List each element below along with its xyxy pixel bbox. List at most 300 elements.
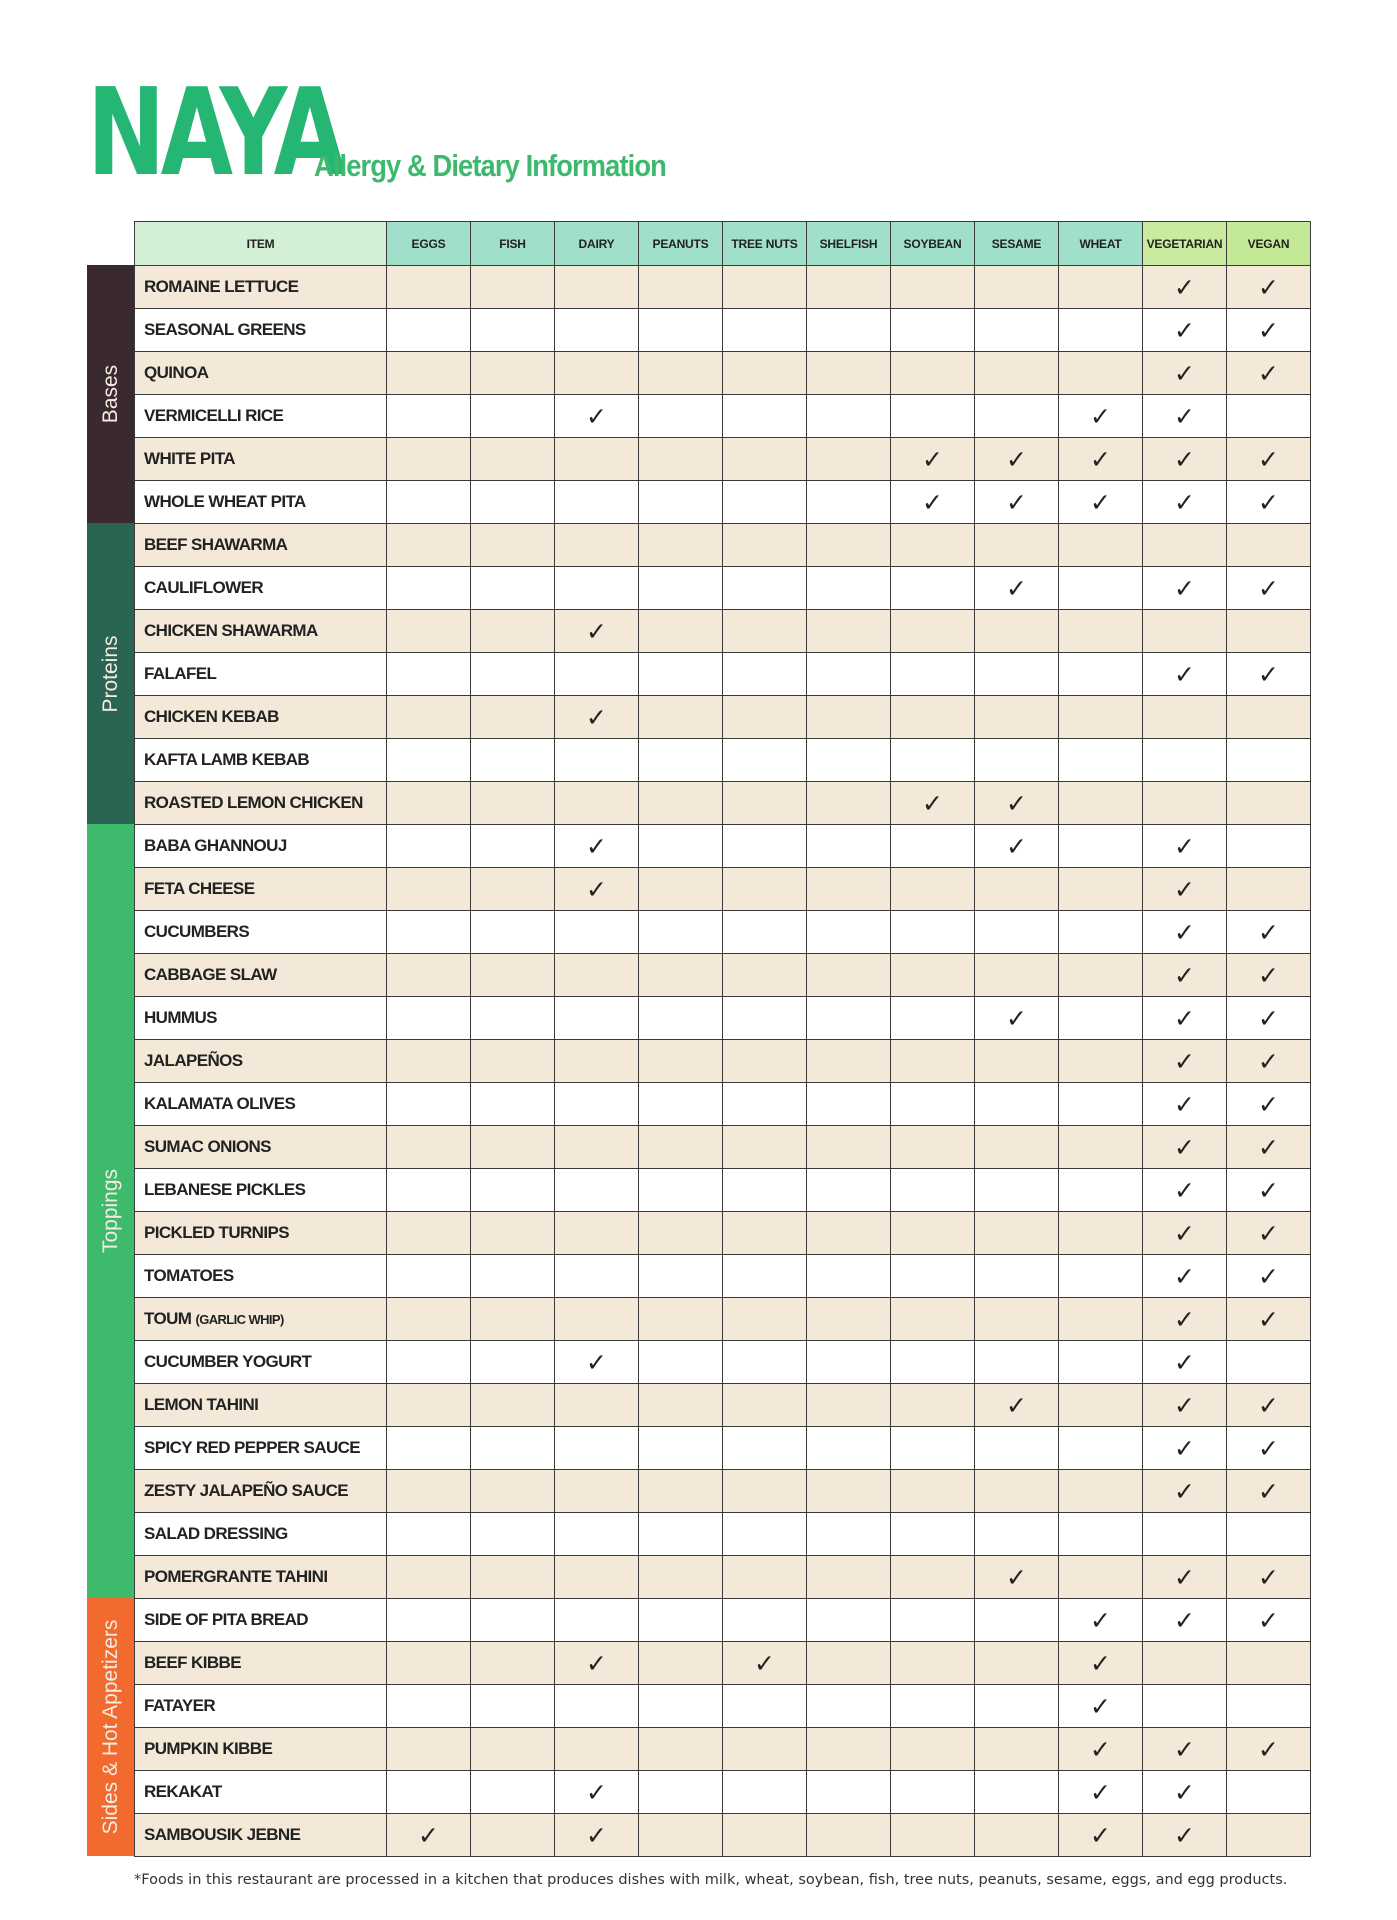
cell-peanuts [639, 739, 723, 782]
cell-soybean [891, 309, 975, 352]
item-name [135, 954, 387, 997]
table-row [135, 352, 1311, 395]
item-name-text: LEMON TAHINI [144, 1395, 259, 1414]
cell-tree-nuts [723, 567, 807, 610]
item-name [135, 1771, 387, 1814]
cell-vegan [1227, 1212, 1311, 1255]
check-icon: ✓ [586, 1347, 607, 1377]
cell-soybean [891, 782, 975, 825]
check-icon: ✓ [1174, 831, 1195, 861]
cell-sesame [975, 1642, 1059, 1685]
cell-shelfish [807, 610, 891, 653]
item-name-text: CHICKEN KEBAB [144, 707, 279, 726]
cell-vegan [1227, 1556, 1311, 1599]
check-icon: ✓ [1258, 1390, 1279, 1420]
category-label: Bases [99, 364, 122, 424]
cell-fish [471, 481, 555, 524]
cell-soybean [891, 696, 975, 739]
cell-fish [471, 739, 555, 782]
cell-soybean [891, 1470, 975, 1513]
check-icon: ✓ [1174, 315, 1195, 345]
cell-shelfish [807, 309, 891, 352]
cell-vegetarian [1143, 1599, 1227, 1642]
category-label: Toppings [99, 1168, 122, 1254]
cell-vegan [1227, 696, 1311, 739]
item-name-text: SUMAC ONIONS [144, 1137, 271, 1156]
cell-tree-nuts [723, 1083, 807, 1126]
table-row [135, 1384, 1311, 1427]
cell-peanuts [639, 395, 723, 438]
cell-vegan [1227, 1685, 1311, 1728]
cell-wheat [1059, 610, 1143, 653]
cell-dairy [555, 1771, 639, 1814]
check-icon: ✓ [1006, 831, 1027, 861]
cell-wheat [1059, 1083, 1143, 1126]
check-icon: ✓ [1006, 573, 1027, 603]
cell-fish [471, 911, 555, 954]
cell-fish [471, 309, 555, 352]
table-row [135, 1126, 1311, 1169]
cell-sesame [975, 567, 1059, 610]
check-icon: ✓ [1090, 487, 1111, 517]
cell-eggs [387, 868, 471, 911]
cell-eggs [387, 1814, 471, 1857]
check-icon: ✓ [586, 702, 607, 732]
cell-tree-nuts [723, 352, 807, 395]
cell-eggs [387, 1599, 471, 1642]
cell-eggs [387, 266, 471, 309]
cell-fish [471, 266, 555, 309]
cell-sesame [975, 1771, 1059, 1814]
cell-vegan [1227, 1513, 1311, 1556]
cell-tree-nuts [723, 266, 807, 309]
check-icon: ✓ [1174, 1476, 1195, 1506]
item-name [135, 1212, 387, 1255]
table-row [135, 1685, 1311, 1728]
cell-tree-nuts [723, 1212, 807, 1255]
cell-soybean [891, 481, 975, 524]
cell-vegan [1227, 782, 1311, 825]
cell-soybean [891, 1556, 975, 1599]
check-icon: ✓ [1174, 1003, 1195, 1033]
cell-dairy [555, 868, 639, 911]
cell-sesame [975, 1556, 1059, 1599]
item-name [135, 868, 387, 911]
table-row [135, 309, 1311, 352]
cell-tree-nuts [723, 1556, 807, 1599]
cell-vegetarian [1143, 1556, 1227, 1599]
cell-sesame [975, 954, 1059, 997]
cell-sesame [975, 1384, 1059, 1427]
cell-tree-nuts [723, 825, 807, 868]
cell-wheat [1059, 1255, 1143, 1298]
cell-dairy [555, 1298, 639, 1341]
check-icon: ✓ [1258, 960, 1279, 990]
cell-fish [471, 1341, 555, 1384]
cell-soybean [891, 1126, 975, 1169]
page-subtitle: Allergy & Dietary Information [314, 148, 666, 183]
cell-tree-nuts [723, 653, 807, 696]
check-icon: ✓ [1090, 1777, 1111, 1807]
cell-wheat [1059, 739, 1143, 782]
cell-wheat [1059, 266, 1143, 309]
item-name [135, 567, 387, 610]
cell-dairy [555, 1384, 639, 1427]
check-icon: ✓ [1090, 1605, 1111, 1635]
cell-shelfish [807, 1427, 891, 1470]
cell-peanuts [639, 868, 723, 911]
check-icon: ✓ [586, 1820, 607, 1850]
check-icon: ✓ [1090, 1691, 1111, 1721]
cell-wheat [1059, 481, 1143, 524]
cell-peanuts [639, 1083, 723, 1126]
table-row [135, 1040, 1311, 1083]
check-icon: ✓ [1006, 1390, 1027, 1420]
check-icon: ✓ [922, 444, 943, 474]
item-name [135, 1169, 387, 1212]
cell-eggs [387, 352, 471, 395]
item-name [135, 997, 387, 1040]
item-name-text: JALAPEÑOS [144, 1051, 243, 1070]
column-header-vegetarian: VEGETARIAN [1143, 222, 1227, 266]
item-name-text: FATAYER [144, 1696, 216, 1715]
cell-fish [471, 1126, 555, 1169]
cell-tree-nuts [723, 997, 807, 1040]
cell-sesame [975, 309, 1059, 352]
cell-fish [471, 567, 555, 610]
cell-wheat [1059, 1169, 1143, 1212]
cell-vegan [1227, 395, 1311, 438]
cell-shelfish [807, 739, 891, 782]
item-name-text: LEBANESE PICKLES [144, 1180, 306, 1199]
cell-fish [471, 438, 555, 481]
table-row [135, 1642, 1311, 1685]
table-row [135, 954, 1311, 997]
check-icon: ✓ [1006, 487, 1027, 517]
cell-vegan [1227, 1126, 1311, 1169]
cell-vegetarian [1143, 1642, 1227, 1685]
cell-vegan [1227, 1771, 1311, 1814]
cell-sesame [975, 653, 1059, 696]
check-icon: ✓ [922, 788, 943, 818]
item-name [135, 1685, 387, 1728]
cell-peanuts [639, 954, 723, 997]
cell-tree-nuts [723, 1341, 807, 1384]
cell-vegetarian [1143, 825, 1227, 868]
cell-dairy [555, 1212, 639, 1255]
cell-fish [471, 1814, 555, 1857]
footnote: *Foods in this restaurant are processed in a kitchen that produces dishes with milk, wheat, soybean, fish, tree nuts, peanuts, sesame, eggs, and egg products. [134, 1872, 1288, 1888]
cell-dairy [555, 1642, 639, 1685]
cell-peanuts [639, 1728, 723, 1771]
cell-peanuts [639, 524, 723, 567]
cell-sesame [975, 739, 1059, 782]
cell-peanuts [639, 567, 723, 610]
cell-vegetarian [1143, 1728, 1227, 1771]
item-name-text: WHOLE WHEAT PITA [144, 492, 306, 511]
table-row [135, 782, 1311, 825]
cell-peanuts [639, 1556, 723, 1599]
check-icon: ✓ [1174, 1777, 1195, 1807]
cell-wheat [1059, 782, 1143, 825]
cell-soybean [891, 266, 975, 309]
cell-eggs [387, 1771, 471, 1814]
cell-vegetarian [1143, 1384, 1227, 1427]
cell-shelfish [807, 825, 891, 868]
cell-dairy [555, 1083, 639, 1126]
item-name-text: ROASTED LEMON CHICKEN [144, 793, 363, 812]
cell-soybean [891, 1427, 975, 1470]
cell-vegetarian [1143, 1169, 1227, 1212]
cell-tree-nuts [723, 481, 807, 524]
item-name-text: FETA CHEESE [144, 879, 255, 898]
cell-sesame [975, 524, 1059, 567]
cell-tree-nuts [723, 1685, 807, 1728]
cell-vegetarian [1143, 782, 1227, 825]
check-icon: ✓ [754, 1648, 775, 1678]
cell-vegetarian [1143, 696, 1227, 739]
cell-shelfish [807, 1126, 891, 1169]
cell-vegetarian [1143, 1341, 1227, 1384]
cell-vegan [1227, 954, 1311, 997]
column-header-tree-nuts: TREE NUTS [723, 222, 807, 266]
cell-shelfish [807, 1814, 891, 1857]
cell-shelfish [807, 653, 891, 696]
cell-peanuts [639, 481, 723, 524]
check-icon: ✓ [1090, 401, 1111, 431]
cell-eggs [387, 1470, 471, 1513]
check-icon: ✓ [586, 1648, 607, 1678]
cell-tree-nuts [723, 1255, 807, 1298]
item-name [135, 825, 387, 868]
item-name-text: CUCUMBER YOGURT [144, 1352, 312, 1371]
check-icon: ✓ [1258, 1003, 1279, 1033]
cell-wheat [1059, 1298, 1143, 1341]
item-name [135, 696, 387, 739]
item-name [135, 1814, 387, 1857]
cell-sesame [975, 1341, 1059, 1384]
cell-vegan [1227, 653, 1311, 696]
cell-wheat [1059, 653, 1143, 696]
cell-eggs [387, 1685, 471, 1728]
cell-dairy [555, 1513, 639, 1556]
cell-fish [471, 1255, 555, 1298]
check-icon: ✓ [1258, 315, 1279, 345]
cell-peanuts [639, 653, 723, 696]
check-icon: ✓ [1174, 1734, 1195, 1764]
cell-eggs [387, 1083, 471, 1126]
item-name-text: BABA GHANNOUJ [144, 836, 287, 855]
item-name [135, 1384, 387, 1427]
cell-soybean [891, 868, 975, 911]
check-icon: ✓ [586, 401, 607, 431]
check-icon: ✓ [1006, 444, 1027, 474]
check-icon: ✓ [1006, 788, 1027, 818]
item-name [135, 1083, 387, 1126]
check-icon: ✓ [1174, 1218, 1195, 1248]
cell-wheat [1059, 1212, 1143, 1255]
column-header-dairy: DAIRY [555, 222, 639, 266]
cell-shelfish [807, 567, 891, 610]
cell-vegetarian [1143, 352, 1227, 395]
cell-dairy [555, 696, 639, 739]
cell-fish [471, 1728, 555, 1771]
cell-vegetarian [1143, 524, 1227, 567]
cell-dairy [555, 1685, 639, 1728]
cell-fish [471, 1212, 555, 1255]
check-icon: ✓ [586, 874, 607, 904]
cell-sesame [975, 1126, 1059, 1169]
column-header-item: ITEM [135, 222, 387, 266]
cell-tree-nuts [723, 1126, 807, 1169]
cell-shelfish [807, 696, 891, 739]
cell-sesame [975, 352, 1059, 395]
cell-vegan [1227, 1040, 1311, 1083]
cell-wheat [1059, 1384, 1143, 1427]
cell-vegetarian [1143, 911, 1227, 954]
table-row [135, 1255, 1311, 1298]
cell-vegetarian [1143, 1771, 1227, 1814]
item-name [135, 438, 387, 481]
cell-eggs [387, 997, 471, 1040]
cell-sesame [975, 266, 1059, 309]
check-icon: ✓ [1174, 573, 1195, 603]
cell-fish [471, 868, 555, 911]
check-icon: ✓ [1090, 1734, 1111, 1764]
check-icon: ✓ [1174, 1175, 1195, 1205]
cell-shelfish [807, 1341, 891, 1384]
cell-soybean [891, 1212, 975, 1255]
item-name-text: SAMBOUSIK JEBNE [144, 1825, 301, 1844]
table-row [135, 481, 1311, 524]
item-name-text: TOUM [144, 1309, 192, 1328]
table-row [135, 610, 1311, 653]
cell-soybean [891, 1513, 975, 1556]
check-icon: ✓ [1006, 1003, 1027, 1033]
cell-fish [471, 782, 555, 825]
cell-fish [471, 1169, 555, 1212]
cell-tree-nuts [723, 1814, 807, 1857]
check-icon: ✓ [1258, 1132, 1279, 1162]
cell-soybean [891, 1814, 975, 1857]
cell-soybean [891, 653, 975, 696]
cell-peanuts [639, 825, 723, 868]
item-name-text: REKAKAT [144, 1782, 222, 1801]
cell-soybean [891, 825, 975, 868]
cell-shelfish [807, 1642, 891, 1685]
table-row [135, 1728, 1311, 1771]
cell-eggs [387, 1728, 471, 1771]
cell-soybean [891, 610, 975, 653]
check-icon: ✓ [1258, 659, 1279, 689]
cell-tree-nuts [723, 1427, 807, 1470]
cell-dairy [555, 481, 639, 524]
cell-soybean [891, 352, 975, 395]
cell-wheat [1059, 696, 1143, 739]
item-name [135, 481, 387, 524]
cell-soybean [891, 1083, 975, 1126]
item-name [135, 352, 387, 395]
item-name-text: ZESTY JALAPEÑO SAUCE [144, 1481, 349, 1500]
check-icon: ✓ [1174, 1820, 1195, 1850]
cell-eggs [387, 567, 471, 610]
cell-sesame [975, 1040, 1059, 1083]
cell-vegetarian [1143, 610, 1227, 653]
cell-sesame [975, 782, 1059, 825]
cell-vegan [1227, 481, 1311, 524]
cell-peanuts [639, 1771, 723, 1814]
cell-sesame [975, 1169, 1059, 1212]
cell-tree-nuts [723, 1470, 807, 1513]
cell-wheat [1059, 309, 1143, 352]
category-band-toppings [87, 824, 135, 1598]
cell-wheat [1059, 825, 1143, 868]
check-icon: ✓ [1174, 659, 1195, 689]
table-row [135, 1341, 1311, 1384]
cell-peanuts [639, 1169, 723, 1212]
cell-vegan [1227, 1728, 1311, 1771]
item-name-text: BEEF KIBBE [144, 1653, 241, 1672]
cell-soybean [891, 1040, 975, 1083]
column-header-shelfish: SHELFISH [807, 222, 891, 266]
item-name [135, 739, 387, 782]
cell-tree-nuts [723, 438, 807, 481]
table-row [135, 1298, 1311, 1341]
cell-soybean [891, 1685, 975, 1728]
cell-shelfish [807, 266, 891, 309]
cell-tree-nuts [723, 610, 807, 653]
cell-peanuts [639, 1384, 723, 1427]
cell-wheat [1059, 1771, 1143, 1814]
item-name-text: TOMATOES [144, 1266, 234, 1285]
cell-tree-nuts [723, 1599, 807, 1642]
cell-eggs [387, 1427, 471, 1470]
cell-eggs [387, 739, 471, 782]
cell-vegan [1227, 739, 1311, 782]
column-header-eggs: EGGS [387, 222, 471, 266]
cell-eggs [387, 1384, 471, 1427]
cell-peanuts [639, 997, 723, 1040]
cell-wheat [1059, 1642, 1143, 1685]
cell-wheat [1059, 438, 1143, 481]
cell-eggs [387, 911, 471, 954]
cell-peanuts [639, 1126, 723, 1169]
cell-eggs [387, 1642, 471, 1685]
check-icon: ✓ [1174, 1132, 1195, 1162]
cell-sesame [975, 438, 1059, 481]
cell-eggs [387, 610, 471, 653]
cell-sesame [975, 1470, 1059, 1513]
item-name-text: SEASONAL GREENS [144, 320, 306, 339]
cell-dairy [555, 1427, 639, 1470]
column-header-vegan: VEGAN [1227, 222, 1311, 266]
item-name-text: CAULIFLOWER [144, 578, 263, 597]
cell-eggs [387, 1040, 471, 1083]
item-name [135, 524, 387, 567]
cell-dairy [555, 911, 639, 954]
table-header-row [135, 222, 1311, 266]
check-icon: ✓ [1006, 1562, 1027, 1592]
cell-vegetarian [1143, 1427, 1227, 1470]
cell-tree-nuts [723, 1513, 807, 1556]
table-row [135, 1169, 1311, 1212]
cell-wheat [1059, 1040, 1143, 1083]
cell-tree-nuts [723, 309, 807, 352]
cell-wheat [1059, 1470, 1143, 1513]
category-band-bases [87, 265, 135, 523]
cell-shelfish [807, 1728, 891, 1771]
item-name [135, 1599, 387, 1642]
